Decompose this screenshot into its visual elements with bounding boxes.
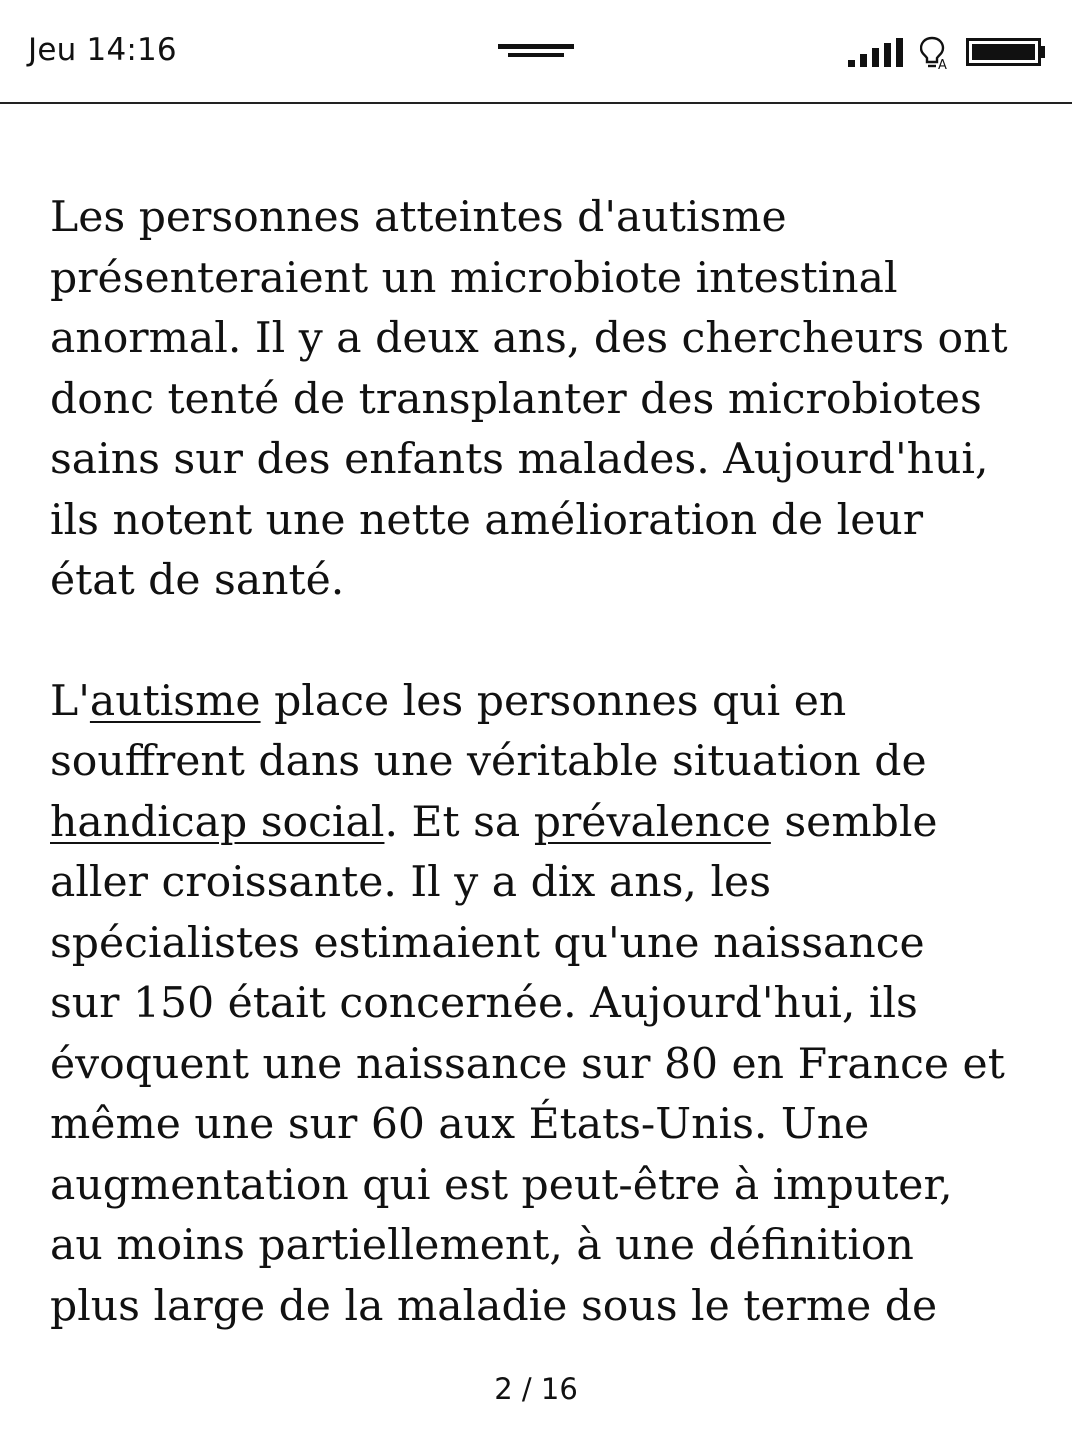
link-prevalence[interactable]: prévalence — [533, 797, 771, 847]
text-line: sains sur des enfants malades. Aujourd'hui, — [50, 435, 989, 484]
text-line: même une sur 60 aux États-Unis. Une — [50, 1100, 870, 1149]
status-bar — [0, 0, 1072, 104]
text-line: spécialistes estimaient qu'une naissance — [50, 918, 925, 968]
frontlight-auto-icon[interactable] — [920, 36, 956, 70]
text-line — [50, 793, 1030, 854]
text-line: évoquent une naissance sur 80 en France et — [50, 1039, 1005, 1089]
text-line: plus large de la maladie sous le terme de — [50, 1281, 938, 1331]
text-line: ils notent une nette amélioration de leur — [50, 495, 924, 545]
page-indicator: 2 / 16 — [494, 1372, 578, 1406]
paragraph-2 — [50, 672, 1030, 1338]
menu-handle-bar-bottom — [508, 53, 564, 57]
text-line: anormal. Il y a deux ans, des chercheurs ont — [50, 314, 1008, 363]
battery-icon — [966, 38, 1046, 66]
text-line — [50, 672, 1030, 733]
clock: Jeu 14:16 — [28, 32, 177, 68]
signal-strength-icon — [846, 38, 910, 68]
menu-handle-bar-top — [498, 44, 574, 49]
text-line: donc tenté de transplanter des microbiotes — [50, 374, 982, 424]
frontlight-badge: A — [938, 58, 947, 70]
text-line: augmentation qui est peut-être à imputer, — [50, 1160, 953, 1210]
text-line: au moins partiellement, à une définition — [50, 1221, 914, 1270]
text-line: état de santé. — [50, 556, 345, 605]
text-line: sur 150 était concernée. Aujourd'hui, ils — [50, 979, 918, 1028]
text-fragment: L' — [50, 676, 90, 726]
text-fragment: place les personnes qui en — [260, 676, 847, 726]
text-line: présenteraient un microbiote intestinal — [50, 253, 898, 303]
link-autisme[interactable]: autisme — [89, 676, 261, 726]
text-fragment: semble — [770, 797, 938, 847]
text-line: aller croissante. Il y a dix ans, les — [50, 858, 772, 907]
text-fragment: . Et sa — [384, 797, 534, 847]
text-line: Les personnes atteintes d'autisme — [50, 193, 787, 242]
paragraph-1 — [50, 188, 1030, 612]
article-content — [50, 188, 1030, 1397]
link-handicap-social[interactable]: handicap social — [50, 797, 385, 847]
menu-handle-icon[interactable] — [498, 44, 574, 60]
text-line: souffrent dans une véritable situation de — [50, 737, 927, 786]
